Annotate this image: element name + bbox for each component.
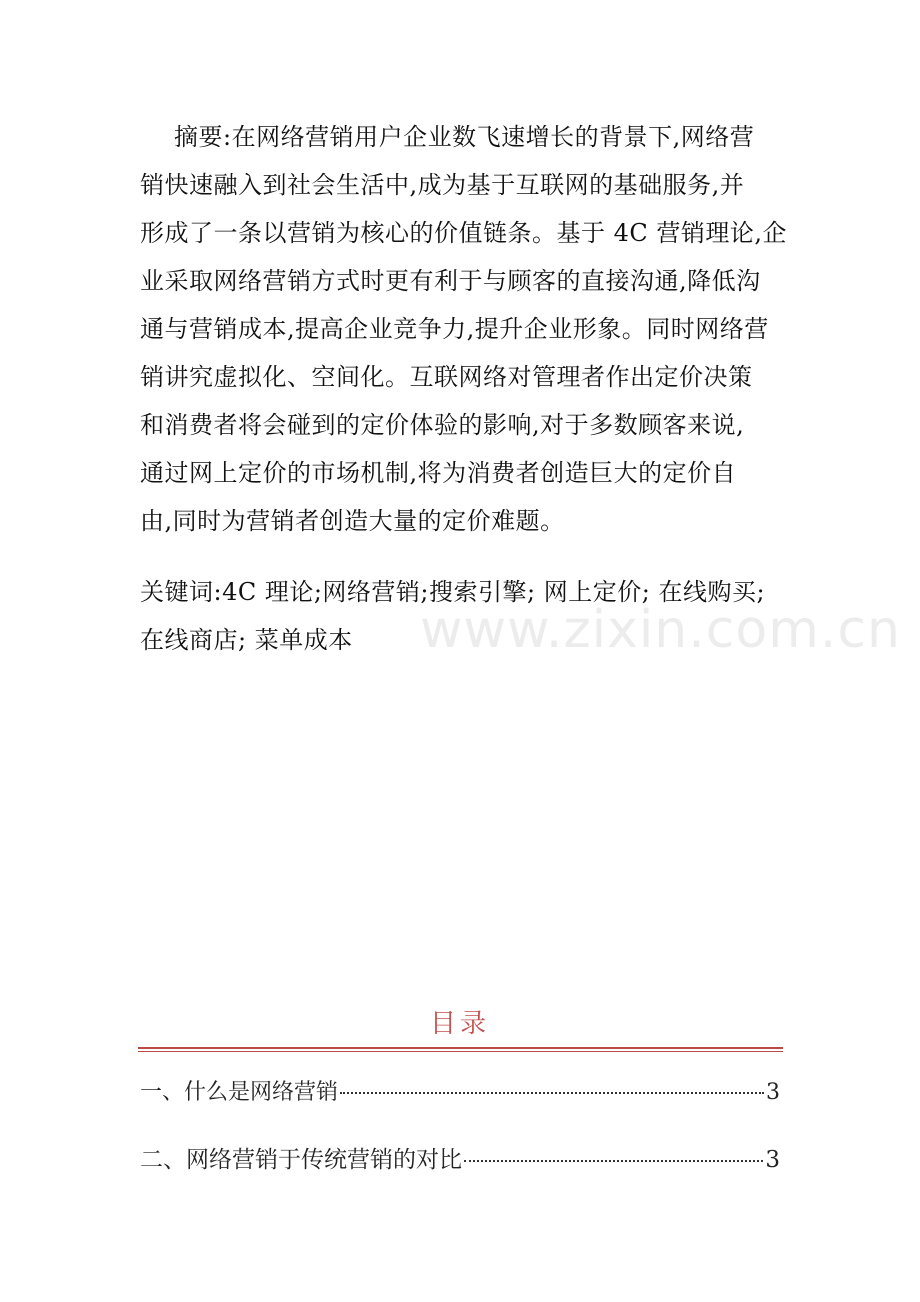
toc-leader-dots: [464, 1160, 763, 1162]
abstract-line: 通过网上定价的市场机制,将为消费者创造巨大的定价自: [140, 459, 737, 487]
abstract-line: 销快速融入到社会生活中,成为基于互联网的基础服务,并: [140, 171, 745, 199]
keywords-paragraph: [140, 568, 780, 664]
toc-entry[interactable]: [140, 1075, 780, 1106]
abstract-line: 销讲究虚拟化、空间化。互联网络对管理者作出定价决策: [140, 363, 753, 391]
keywords-line: 关键词:4C 理论;网络营销;搜索引擎; 网上定价; 在线购买;: [140, 578, 766, 606]
toc-leader-dots: [340, 1092, 764, 1094]
abstract-line: 由,同时为营销者创造大量的定价难题。: [140, 507, 565, 535]
toc-divider-thin: [138, 1051, 783, 1052]
toc-entry-label: 一、什么是网络营销: [140, 1080, 339, 1105]
toc-entry[interactable]: [140, 1141, 780, 1174]
watermark: www.zixin.com.cn: [420, 600, 901, 660]
toc-divider-thick: [138, 1047, 783, 1049]
toc-title: 目录: [429, 1009, 490, 1039]
abstract-line: 摘要:在网络营销用户企业数飞速增长的背景下,网络营: [174, 123, 755, 151]
toc-entry-label: 二、网络营销于传统营销的对比: [140, 1147, 462, 1173]
toc-entry-page: 3: [765, 1147, 780, 1173]
abstract-line: 形成了一条以营销为核心的价值链条。基于 4C 营销理论,企: [140, 219, 788, 247]
keywords-line: 在线商店; 菜单成本: [140, 626, 353, 654]
toc-entry-page: 3: [766, 1080, 780, 1105]
abstract-line: 和消费者将会碰到的定价体验的影响,对于多数顾客来说,: [140, 411, 745, 439]
abstract-line: 业采取网络营销方式时更有利于与顾客的直接沟通,降低沟: [140, 267, 761, 295]
abstract-paragraph: [140, 113, 788, 545]
toc-divider: [138, 1047, 783, 1053]
abstract-line: 通与营销成本,提高企业竞争力,提升企业形象。同时网络营: [140, 315, 769, 343]
